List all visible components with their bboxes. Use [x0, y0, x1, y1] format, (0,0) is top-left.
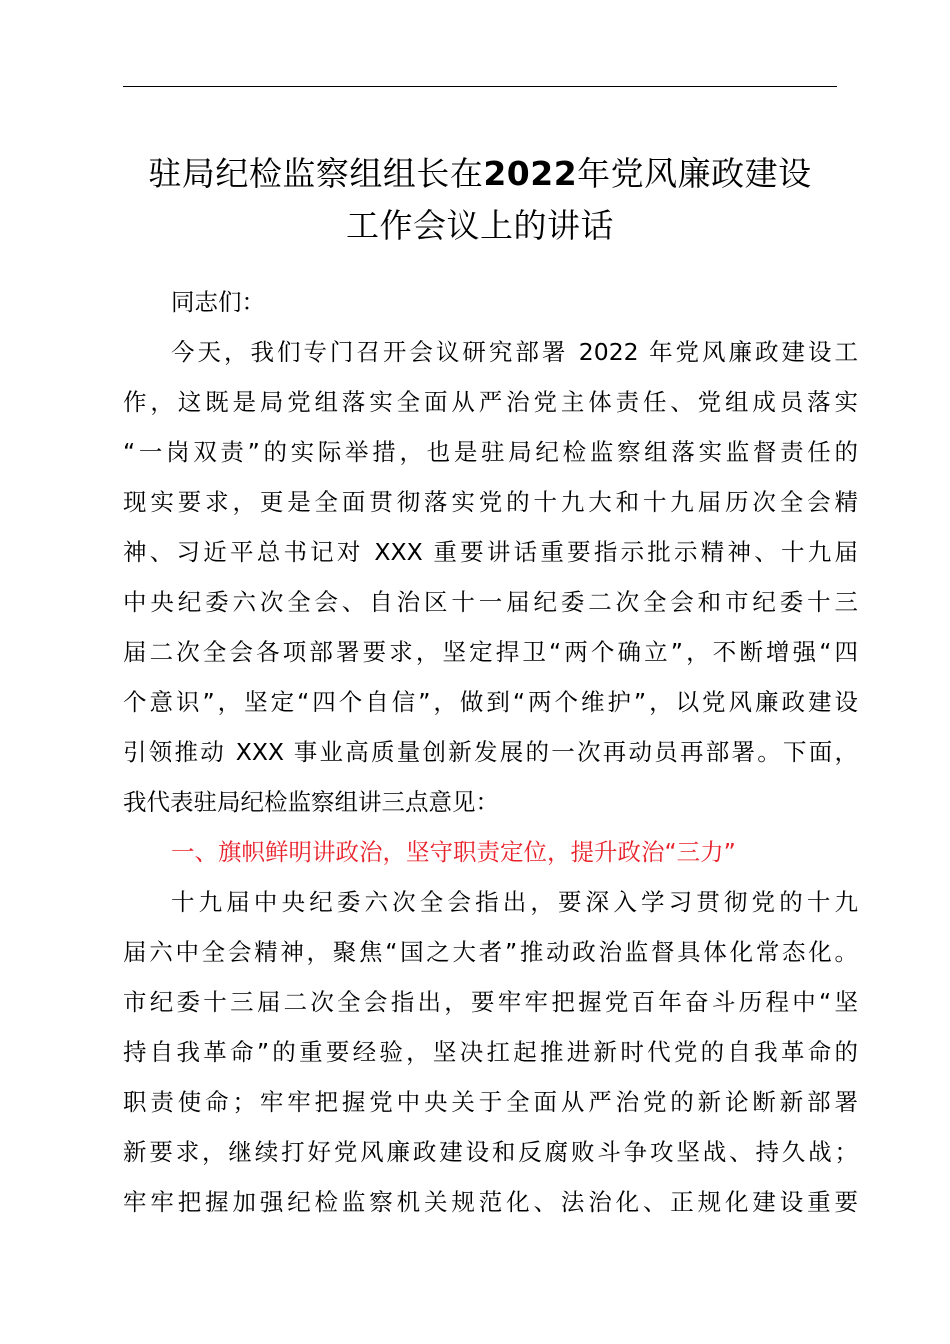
- paragraph-2-line: 届六中全会精神，聚焦“国之大者”推动政治监督具体化常态化。: [123, 938, 858, 966]
- header-rule: [123, 86, 837, 87]
- paragraph-1-line: 个意识”，坚定“四个自信”，做到“两个维护”，以党风廉政建设: [123, 688, 858, 716]
- paragraph-2-line: 新要求，继续打好党风廉政建设和反腐败斗争攻坚战、持久战；: [123, 1138, 858, 1166]
- paragraph-1-line: 引领推动 XXX 事业高质量创新发展的一次再动员再部署。下面，: [123, 738, 858, 766]
- paragraph-1-line: 届二次全会各项部署要求，坚定捍卫“两个确立”，不断增强“四: [123, 638, 858, 666]
- paragraph-2-line: 持自我革命”的重要经验，坚决扛起推进新时代党的自我革命的: [123, 1038, 858, 1066]
- paragraph-2-line: 市纪委十三届二次全会指出，要牢牢把握党百年奋斗历程中“坚: [123, 988, 858, 1016]
- salutation: 同志们：: [171, 288, 265, 316]
- title-line-2: 工作会议上的讲话: [346, 206, 614, 245]
- title-suffix: 年党风廉政建设: [577, 154, 812, 193]
- paragraph-2-line: 职责使命；牢牢把握党中央关于全面从严治党的新论断新部署: [123, 1088, 858, 1116]
- document-title: [115, 148, 845, 252]
- paragraph-1-line: 作，这既是局党组落实全面从严治党主体责任、党组成员落实: [123, 388, 858, 416]
- title-prefix: 驻局纪检监察组组长在: [148, 154, 484, 193]
- document-body: [123, 277, 858, 1227]
- title-year: 2022: [483, 154, 578, 193]
- title-line-1: [115, 148, 845, 200]
- paragraph-1-line: 中央纪委六次全会、自治区十一届纪委二次全会和市纪委十三: [123, 588, 858, 616]
- paragraph-2-line: 牢牢把握加强纪检监察机关规范化、法治化、正规化建设重要: [123, 1188, 858, 1216]
- paragraph-1-line: 我代表驻局纪检监察组讲三点意见：: [123, 788, 499, 816]
- paragraph-1-line: 今天，我们专门召开会议研究部署 2022 年党风廉政建设工: [171, 338, 858, 366]
- paragraph-1-line: 神、习近平总书记对 XXX 重要讲话重要指示批示精神、十九届: [123, 538, 858, 566]
- section-1-heading: 一、旗帜鲜明讲政治，坚守职责定位，提升政治“三力”: [171, 838, 736, 866]
- paragraph-2-line: 十九届中央纪委六次全会指出，要深入学习贯彻党的十九: [171, 888, 858, 916]
- paragraph-1-line: “一岗双责”的实际举措，也是驻局纪检监察组落实监督责任的: [123, 438, 858, 466]
- paragraph-1-line: 现实要求，更是全面贯彻落实党的十九大和十九届历次全会精: [123, 488, 858, 516]
